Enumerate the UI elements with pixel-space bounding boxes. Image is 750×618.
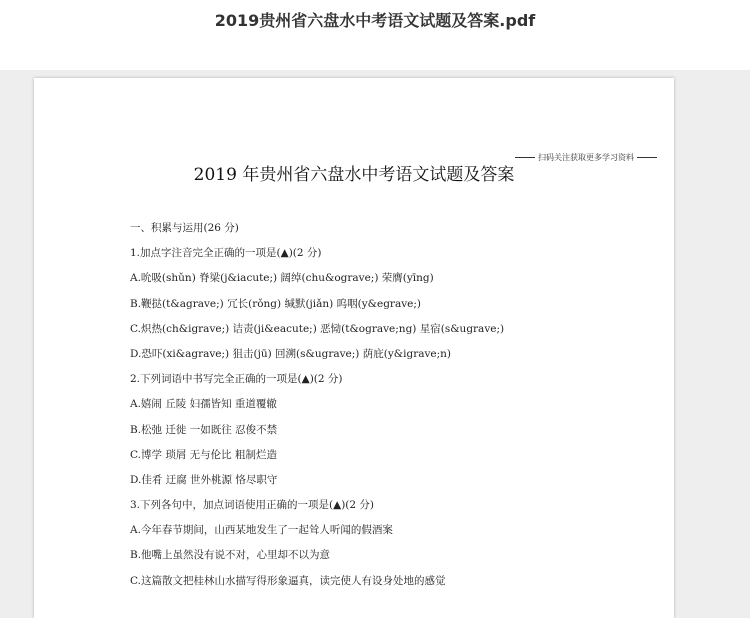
question-3-option-a: A.今年春节期间，山西某地发生了一起耸人听闻的假酒案 (130, 524, 393, 537)
question-1-option-a: A.吮吸(shǔn) 脊梁(j&iacute;) 阔绰(chu&ograve;) 荣膺(yīng) (130, 272, 434, 285)
document-body (130, 219, 504, 597)
viewer-header (0, 0, 750, 70)
question-3-option-b: B.他嘴上虽然没有说不对，心里却不以为意 (130, 549, 331, 562)
watermark-right-dash (637, 157, 657, 158)
question-3: 3.下列各句中，加点词语使用正确的一项是(▲)(2 分) (130, 499, 374, 512)
document-title: 2019 年贵州省六盘水中考语文试题及答案 (193, 165, 515, 185)
watermark-text: 扫码关注获取更多学习资料 (538, 153, 634, 162)
question-1-option-d: D.恐吓(xi&agrave;) 狙击(jū) 回溯(s&ugrave;) 荫庇(y&igrave;n) (130, 347, 452, 360)
pdf-page (34, 78, 674, 618)
question-2-option-b: B.松弛 迁徙 一如既往 忍俊不禁 (130, 423, 278, 436)
question-2-option-d: D.佳肴 迂腐 世外桃源 恪尽职守 (130, 473, 278, 486)
question-2-option-c: C.博学 琐屑 无与伦比 粗制烂造 (130, 448, 278, 461)
section-heading: 一、积累与运用(26 分) (130, 222, 239, 234)
question-1: 1.加点字注音完全正确的一项是(▲)(2 分) (130, 247, 322, 260)
question-1-option-b: B.鞭挞(t&agrave;) 冗长(rǒng) 缄默(jiǎn) 呜咽(y&egrave;) (130, 297, 421, 310)
question-1-option-c: C.炽热(ch&igrave;) 诘责(ji&eacute;) 恶恸(t&ograve;ng) 星宿(s&ugrave;) (130, 322, 505, 335)
file-title: 2019贵州省六盘水中考语文试题及答案.pdf (214, 11, 536, 30)
question-2: 2.下列词语中书写完全正确的一项是(▲)(2 分) (130, 373, 343, 386)
watermark-left-dash (515, 157, 535, 158)
question-2-option-a: A.嬉闹 丘陵 妇孺皆知 重道覆辙 (130, 398, 277, 411)
question-3-option-c: C.这篇散文把桂林山水描写得形象逼真，读完使人有设身处地的感觉 (130, 574, 446, 587)
